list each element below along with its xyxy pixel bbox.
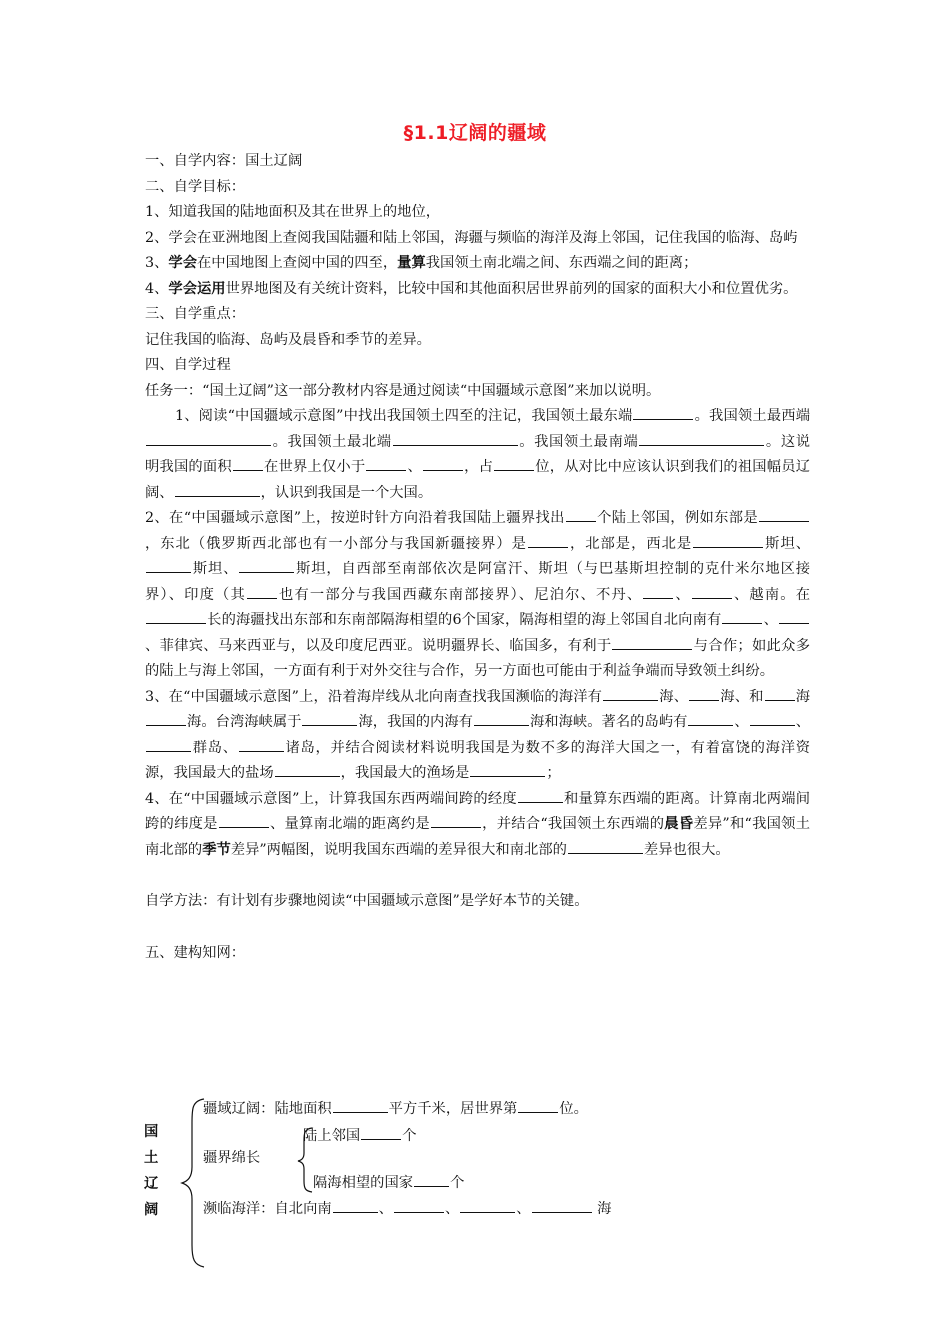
mindmap-row-seas: 濒临海洋：自北向南 、 、 、 海 [203, 1197, 611, 1219]
blank[interactable] [239, 736, 284, 752]
question-3: 3、在“中国疆域示意图”上，沿着海岸线从北向南查找我国濒临的海洋有 海、 海、和 海海。台湾海峡属于 海，我国的内海有 海和海峡。著名的岛屿有 、 、群岛、 诸岛，并结合阅读材料说明我国是为数不多的海洋大国之一，有着富饶的海洋资源，我国最大的盐场 ，我国最大的渔场是 ； [145, 685, 810, 787]
blank[interactable] [633, 404, 693, 420]
vertical-char-1: 国 [144, 1124, 159, 1140]
goal-3-text-a: 在中国地图上查阅中国的四至， [197, 255, 398, 271]
blank[interactable] [474, 710, 529, 726]
blank[interactable] [518, 787, 563, 803]
blank[interactable] [146, 430, 271, 446]
blank[interactable] [146, 557, 191, 573]
blank[interactable] [302, 710, 357, 726]
question-2: 2、在“中国疆域示意图”上，按逆时针方向沿着我国陆上疆界找出 个陆上邻国，例如东部是，东北（俄罗斯西北部也有一小部分与我国新疆接界）是 ，北部是，西北是 斯坦、斯坦、 斯坦，自西部至南部依次是阿富汗、斯坦（与巴基斯坦控制的克什米尔地区接界）、印度（其 也有一部分与我国西藏东南部接界）、尼泊尔、不丹、 、 、越南。在长的海疆找出东部和东南部隔海相望的6个国家，隔海相望的海上邻国自北向南有 、、菲律宾、马来西亚与，以及印度尼西亚。说明疆界长、临国多，有利于 与合作；如此众多的陆上与海上邻国，一方面有利于对外交往与合作，另一方面也可能由于利益争端而导致领土纠纷。 [145, 506, 810, 685]
vertical-char-3: 辽 [144, 1176, 159, 1192]
focus-text: 记住我国的临海、岛屿及晨昏和季节的差异。 [145, 331, 431, 348]
vertical-char-4: 阔 [144, 1202, 159, 1218]
vertical-char-2: 土 [144, 1150, 159, 1166]
blank[interactable] [361, 1124, 401, 1140]
goal-4 [145, 277, 810, 303]
goal-3-bold-b: 量算 [397, 255, 426, 271]
blank[interactable] [643, 583, 673, 599]
blank[interactable] [275, 761, 340, 777]
blank[interactable] [219, 812, 269, 828]
blank[interactable] [146, 608, 206, 624]
blank[interactable] [233, 455, 263, 471]
blank[interactable] [431, 812, 481, 828]
section-5: 五、建构知网： [145, 944, 246, 961]
mindmap-row-land-neighbors: 陆上邻国 个 [303, 1124, 416, 1146]
blank[interactable] [175, 481, 260, 497]
goal-1: 1、知道我国的陆地面积及其在世界上的地位， [145, 204, 441, 220]
blank[interactable] [692, 583, 732, 599]
blank[interactable] [414, 1171, 449, 1187]
blank[interactable] [566, 506, 596, 522]
goal-3-text-b: 我国领土南北端之间、东西端之间的距离； [425, 255, 698, 271]
task-1: 任务一：“国土辽阔”这一部分教材内容是通过阅读“中国疆域示意图”来加以说明。 [145, 382, 661, 399]
blank[interactable] [689, 685, 719, 701]
blank[interactable] [239, 557, 294, 573]
mindmap-row-territory: 疆域辽阔：陆地面积 平方千米，居世界第 位。 [203, 1097, 588, 1119]
big-brace [178, 1095, 208, 1270]
blank[interactable] [603, 685, 658, 701]
blank[interactable] [393, 430, 518, 446]
goal-4-num: 4、 [145, 280, 169, 297]
page-title: §1.1辽阔的疆域 [403, 122, 547, 144]
blank[interactable] [722, 608, 762, 624]
section-1: 一、自学内容：国土辽阔 [145, 153, 303, 169]
blank[interactable] [460, 1197, 515, 1213]
mindmap-row-sea-neighbors: 隔海相望的国家 个 [313, 1171, 464, 1193]
blank[interactable] [688, 710, 733, 726]
question-4: 4、在“中国疆域示意图”上，计算我国东西两端间跨的经度 和量算东西端的距离。计算南北两端间跨的纬度是 、量算南北端的距离约是 ，并结合“我国领土东西端的晨昏差异”和“我国领土南北部的季节差异”两幅图，说明我国东西端的差异很大和南北部的 差异也很大。 [145, 787, 810, 864]
blank[interactable] [394, 1197, 444, 1213]
blank[interactable] [146, 736, 191, 752]
blank[interactable] [693, 532, 763, 548]
goal-3 [145, 251, 810, 277]
section-3: 三、自学重点： [145, 306, 246, 322]
blank[interactable] [568, 838, 643, 854]
study-method: 自学方法：有计划有步骤地阅读“中国疆域示意图”是学好本节的关键。 [145, 893, 589, 909]
goal-3-num: 3、 [145, 255, 169, 271]
goal-3-bold-a: 学会 [168, 255, 197, 271]
blank[interactable] [528, 532, 568, 548]
blank[interactable] [333, 1197, 378, 1213]
goal-4-text: 世界地图及有关统计资料，比较中国和其他面积居世界前列的国家的面积大小和位置优劣。 [225, 280, 798, 297]
blank[interactable] [333, 1097, 388, 1113]
document-body [145, 149, 810, 966]
section-4: 四、自学过程 [145, 357, 231, 373]
blank[interactable] [779, 608, 809, 624]
blank[interactable] [750, 710, 795, 726]
question-1: 1、阅读“中国疆域示意图”中找出我国领土四至的注记，我国领土最东端 。我国领土最西端。我国领土最北端 。我国领土最南端 。这说明我国的面积 在世界上仅小于 、 ，占 位，从对比中应该认识到我们的祖国幅员辽阔、 ，认识到我国是一个大国。 [145, 404, 810, 506]
blank[interactable] [765, 685, 795, 701]
blank[interactable] [639, 430, 764, 446]
blank[interactable] [612, 634, 692, 650]
goal-4-bold: 学会运用 [168, 280, 226, 297]
blank[interactable] [494, 455, 534, 471]
blank[interactable] [532, 1197, 592, 1213]
section-2: 二、自学目标： [145, 178, 246, 195]
mindmap-row-border: 疆界绵长 [203, 1150, 261, 1166]
blank[interactable] [366, 455, 406, 471]
blank[interactable] [146, 710, 186, 726]
blank[interactable] [518, 1097, 558, 1113]
blank[interactable] [423, 455, 463, 471]
blank[interactable] [470, 761, 545, 777]
goal-2: 2、学会在亚洲地图上查阅我国陆疆和陆上邻国，海疆与频临的海洋及海上邻国，记住我国的临海、岛屿 [145, 229, 798, 246]
blank[interactable] [759, 506, 809, 522]
blank[interactable] [247, 583, 277, 599]
